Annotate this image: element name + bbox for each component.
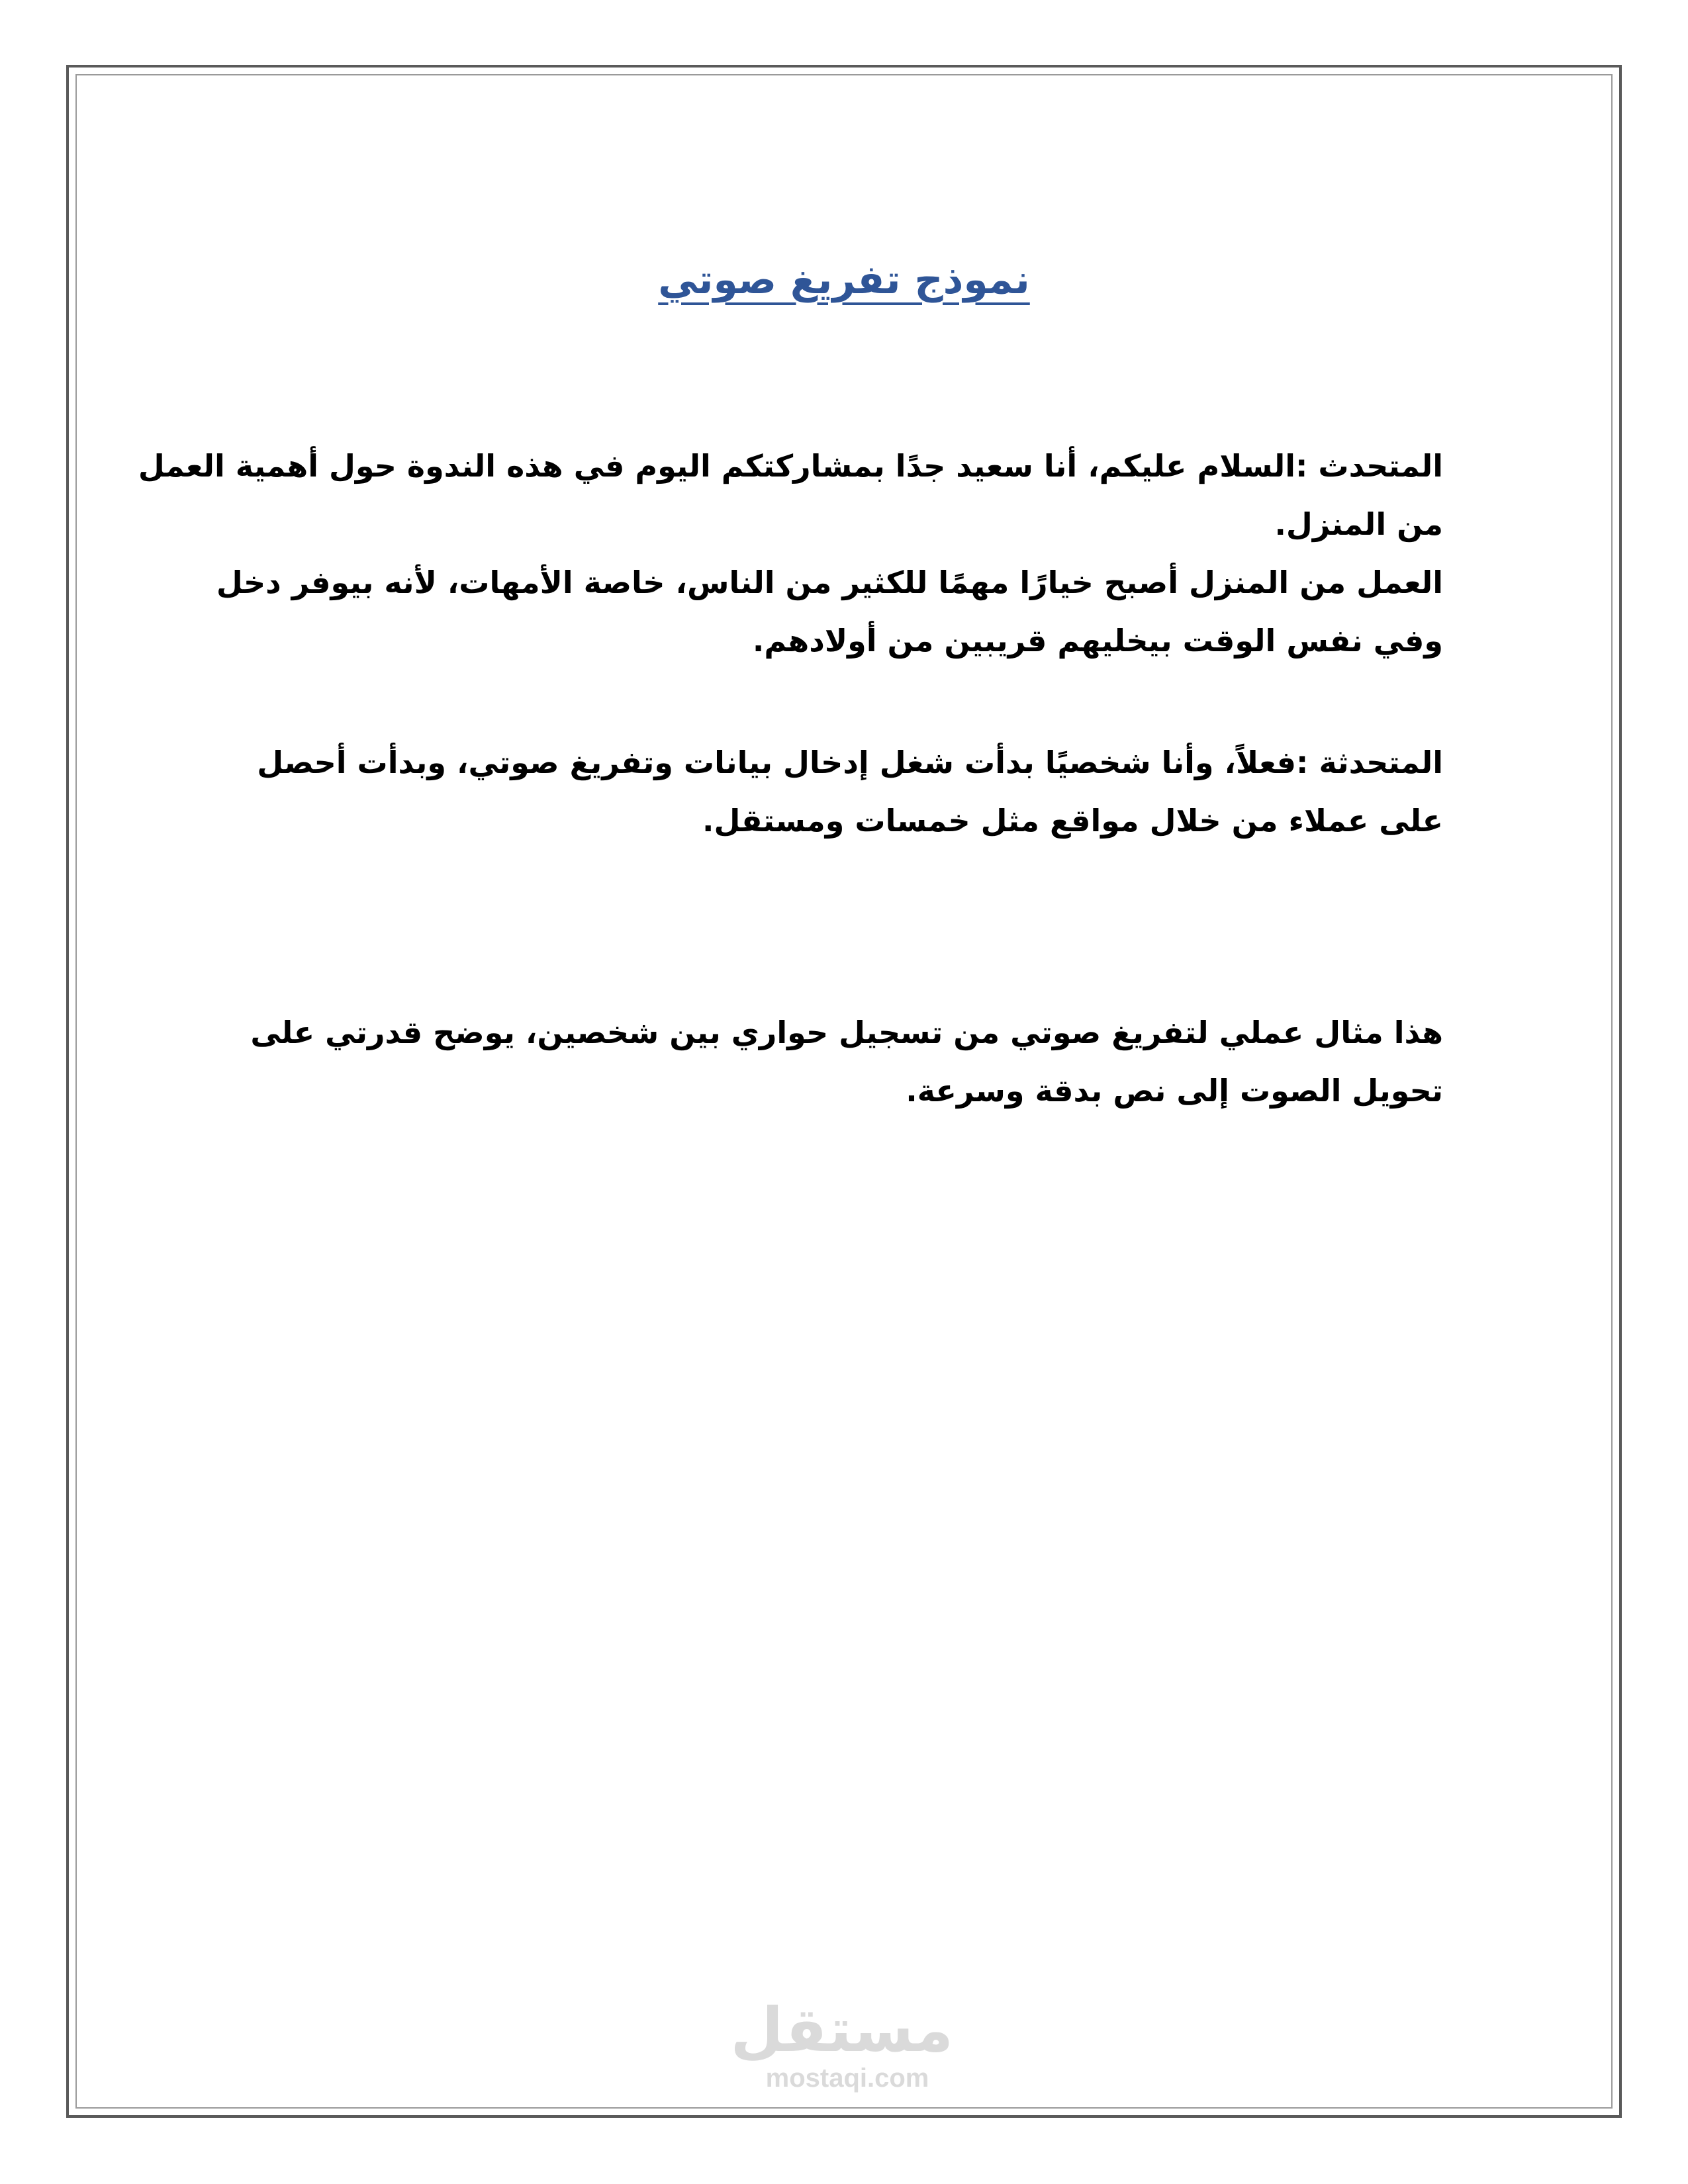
text-line: هذا مثال عملي لتفريغ صوتي من تسجيل حواري بين شخصين، يوضح قدرتي على [250,1015,1443,1050]
watermark-arabic: مستقل [730,1995,953,2066]
text-line: وفي نفس الوقت بيخليهم قريبين من أولادهم. [752,623,1443,659]
text-line: العمل من المنزل أصبح خيارًا مهمًا للكثير من الناس، خاصة الأمهات، لأنه بيوفر دخل [216,565,1443,600]
text-line: المتحدث :السلام عليكم، أنا سعيد جدًا بمشاركتكم اليوم في هذه الندوة حول أهمية العمل [138,448,1443,484]
text-line: على عملاء من خلال مواقع مثل خمسات ومستقل. [702,803,1443,839]
text-line: من المنزل. [1274,506,1443,542]
watermark-latin: mostaqi.com [765,2064,929,2093]
paragraph-summary [238,1003,1443,1120]
paragraph-speaker-2 [238,733,1443,850]
paragraph-speaker-1 [138,437,1443,670]
text-line: المتحدثة :فعلاً، وأنا شخصيًا بدأت شغل إدخال بيانات وتفريغ صوتي، وبدأت أحصل [257,745,1443,780]
watermark-logo [730,1995,953,2093]
document-title: نموذج تفريغ صوتي [658,257,1030,303]
text-line: تحويل الصوت إلى نص بدقة وسرعة. [906,1073,1443,1109]
